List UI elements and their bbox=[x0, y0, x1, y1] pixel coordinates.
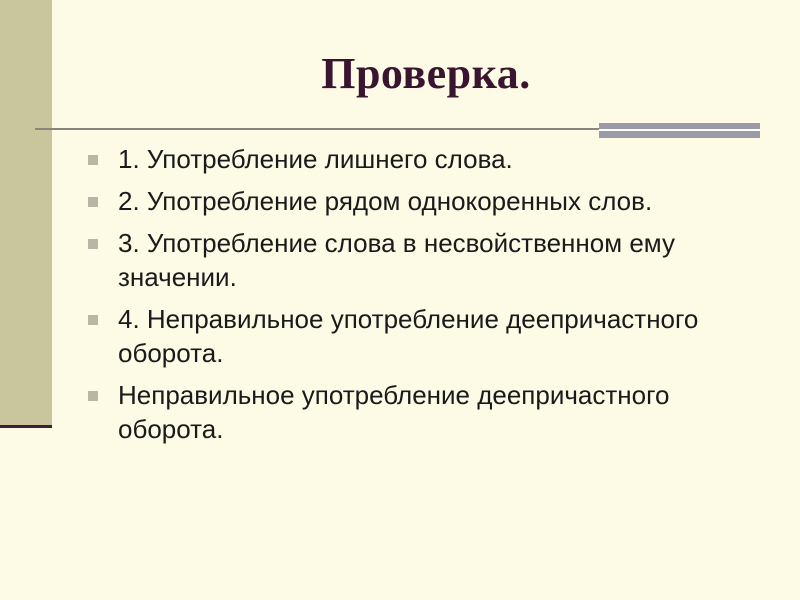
list-item-text: 4. Неправильное употребление деепричастного оборота. bbox=[118, 304, 699, 368]
square-bullet-icon bbox=[88, 155, 98, 165]
list-item bbox=[88, 184, 748, 218]
list-item bbox=[88, 302, 748, 370]
list-item-text: 1. Употребление лишнего слова. bbox=[118, 144, 513, 174]
list-item bbox=[88, 226, 748, 294]
left-band-underline bbox=[0, 425, 52, 428]
list-item-text: 2. Употребление рядом однокоренных слов. bbox=[118, 186, 653, 216]
bullet-list bbox=[88, 142, 748, 454]
slide-title: Проверка. bbox=[321, 49, 531, 98]
square-bullet-icon bbox=[88, 315, 98, 325]
list-item bbox=[88, 378, 748, 446]
left-decorative-band bbox=[0, 0, 52, 425]
square-bullet-icon bbox=[88, 239, 98, 249]
square-bullet-icon bbox=[88, 197, 98, 207]
list-item bbox=[88, 142, 748, 176]
title-accent-stripe bbox=[599, 129, 760, 131]
square-bullet-icon bbox=[88, 391, 98, 401]
list-item-text: 3. Употребление слова в несвойственном ему значении. bbox=[118, 228, 675, 292]
list-item-text: Неправильное употребление деепричастного оборота. bbox=[118, 380, 670, 444]
